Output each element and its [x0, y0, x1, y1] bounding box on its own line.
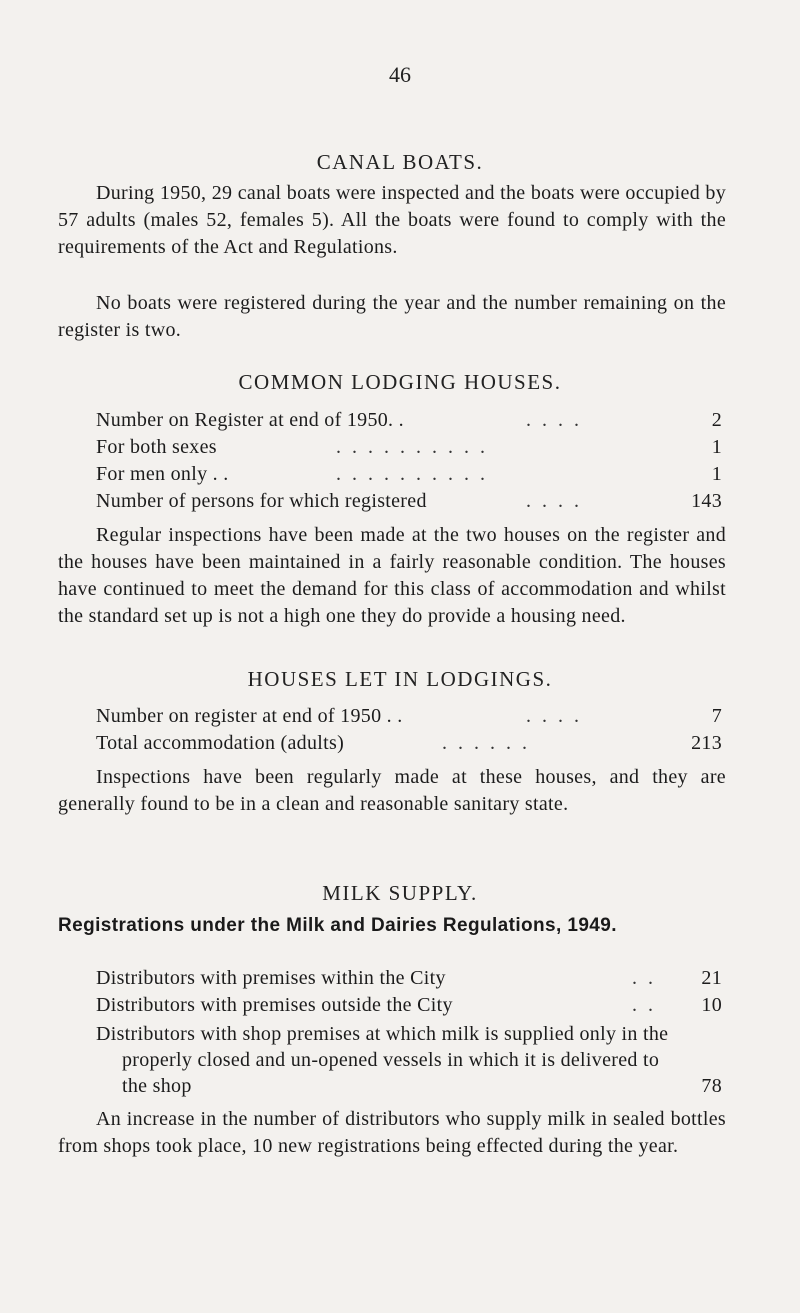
row-value: 78: [701, 1075, 722, 1097]
row-value: 7: [711, 705, 722, 727]
row-label: For both sexes: [96, 436, 217, 458]
row-value: 1: [711, 436, 722, 458]
leader-dots: . . . . . . . . . .: [336, 436, 488, 458]
lodging-row-men-only: [96, 461, 722, 487]
houses-let-heading: HOUSES LET IN LODGINGS.: [247, 667, 553, 691]
row-value: 1: [711, 463, 722, 485]
leader-dots: . . . . . .: [442, 732, 530, 754]
leader-dots: . . . .: [526, 409, 582, 431]
lodging-row-persons: [96, 488, 722, 514]
lodging-paragraph: Regular inspections have been made at the two houses on the register and the houses have been maintained in a fairly reasonable condition. The houses have continued to meet the demand for this class of accommodation and whilst the standard set up is not a high one they do provide a housing need.: [58, 524, 726, 627]
milk-row-within-city: [96, 965, 722, 991]
row-value: 213: [691, 732, 722, 754]
row-value: 143: [691, 490, 722, 512]
canal-boats-heading: CANAL BOATS.: [316, 150, 484, 174]
row-label: Number on register at end of 1950 . .: [96, 705, 403, 727]
row-label: For men only . .: [96, 463, 229, 485]
row-label: Distributors with premises outside the City: [96, 994, 453, 1016]
row-label: Total accommodation (adults): [96, 732, 345, 754]
row-value: 10: [701, 994, 722, 1016]
leader-dots: . . . .: [526, 705, 582, 727]
leader-dots: . .: [632, 994, 656, 1016]
houses-let-paragraph: Inspections have been regularly made at these houses, and they are generally found to be in a clean and reasonable sanitary state.: [58, 766, 726, 815]
lodging-houses-heading: COMMON LODGING HOUSES.: [238, 370, 562, 394]
milk-paragraph: An increase in the number of distributors who supply milk in sealed bottles from shops took place, 10 new registrations being effected during the year.: [58, 1108, 726, 1157]
houses-let-row-register: [96, 703, 722, 729]
row-value: 21: [701, 967, 722, 989]
canal-boats-paragraph-1: During 1950, 29 canal boats were inspected and the boats were occupied by 57 adults (males 52, females 5). All the boats were found to comply with the requirements of the Act and Regulations.: [58, 182, 726, 258]
lodging-row-both-sexes: [96, 434, 722, 460]
row-label: Distributors with premises within the City: [96, 967, 446, 989]
leader-dots: . .: [632, 967, 656, 989]
canal-boats-paragraph-2: No boats were registered during the year and the number remaining on the register is two.: [58, 292, 726, 341]
row-label: Number of persons for which registered: [96, 490, 427, 512]
page-number: 46: [389, 62, 411, 87]
milk-supply-heading: MILK SUPPLY.: [322, 881, 478, 905]
milk-registrations-subheading: Registrations under the Milk and Dairies Regulations, 1949.: [58, 915, 617, 936]
lodging-row-register: [96, 407, 722, 433]
leader-dots: . . . .: [526, 490, 582, 512]
row-value: 2: [711, 409, 722, 431]
row-label: Distributors with shop premises at which milk is supplied only in the properly closed and un-opened vessels in which it is delivered to the shop: [96, 1023, 669, 1097]
leader-dots: . . . . . . . . . .: [336, 463, 488, 485]
row-label: Number on Register at end of 1950. .: [96, 409, 404, 431]
milk-row-outside-city: [96, 992, 722, 1018]
houses-let-row-accommodation: [96, 730, 722, 756]
milk-row-shop-premises: [96, 1021, 722, 1099]
